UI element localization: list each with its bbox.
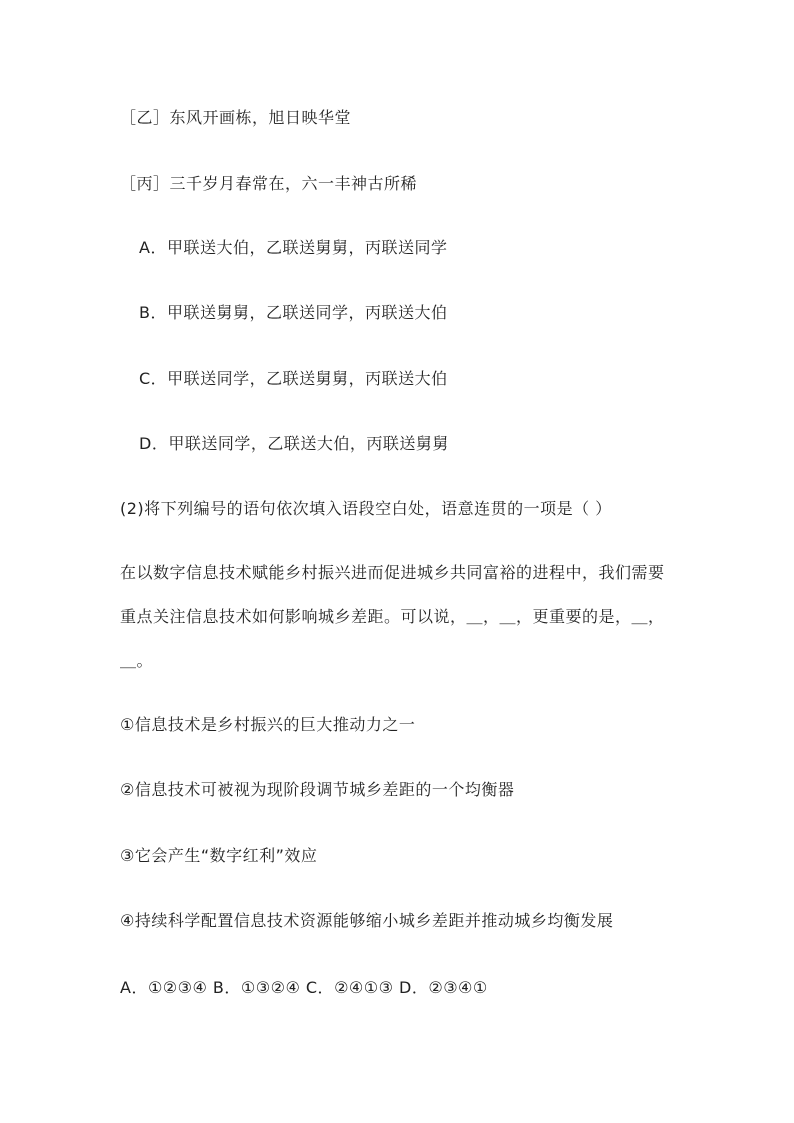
answer-d-value: ②③④① — [428, 978, 488, 997]
sentence-2: ②信息技术可被视为现阶段调节城乡差距的一个均衡器 — [120, 780, 515, 799]
couplet-bing: ［丙］三千岁月春常在，六一丰神古所稀 — [120, 174, 418, 193]
answer-d-label: D． — [399, 978, 429, 997]
couplet-yi: ［乙］东风开画栋，旭日映华堂 — [120, 108, 352, 127]
option-a: A．甲联送大伯，乙联送舅舅，丙联送同学 — [139, 238, 448, 257]
option-d: D．甲联送同学，乙联送大伯，丙联送舅舅 — [139, 434, 449, 453]
answer-a-label: A． — [120, 978, 148, 997]
sentence-1: ①信息技术是乡村振兴的巨大推动力之一 — [120, 715, 416, 734]
answer-b-value: ①③②④ — [240, 978, 301, 997]
answer-c-label: C． — [305, 978, 335, 997]
option-b: B．甲联送舅舅，乙联送同学，丙联送大伯 — [139, 303, 448, 322]
answer-options — [120, 976, 488, 1000]
sentence-4: ④持续科学配置信息技术资源能够缩小城乡差距并推动城乡均衡发展 — [120, 911, 614, 930]
passage: 在以数字信息技术赋能乡村振兴进而促进城乡共同富裕的进程中，我们需要重点关注信息技术如何影响城乡差距。可以说，＿，＿，更重要的是，＿，＿。 — [120, 563, 665, 670]
answer-c-value: ②④①③ — [334, 978, 394, 997]
answer-a-value: ①②③④ — [147, 978, 208, 997]
answer-b-label: B． — [212, 978, 241, 997]
option-c: C．甲联送同学，乙联送舅舅，丙联送大伯 — [139, 369, 448, 388]
question-2: (2)将下列编号的语句依次填入语段空白处，语意连贯的一项是（ ） — [120, 499, 612, 518]
sentence-3: ③它会产生“数字红利”效应 — [120, 846, 318, 865]
